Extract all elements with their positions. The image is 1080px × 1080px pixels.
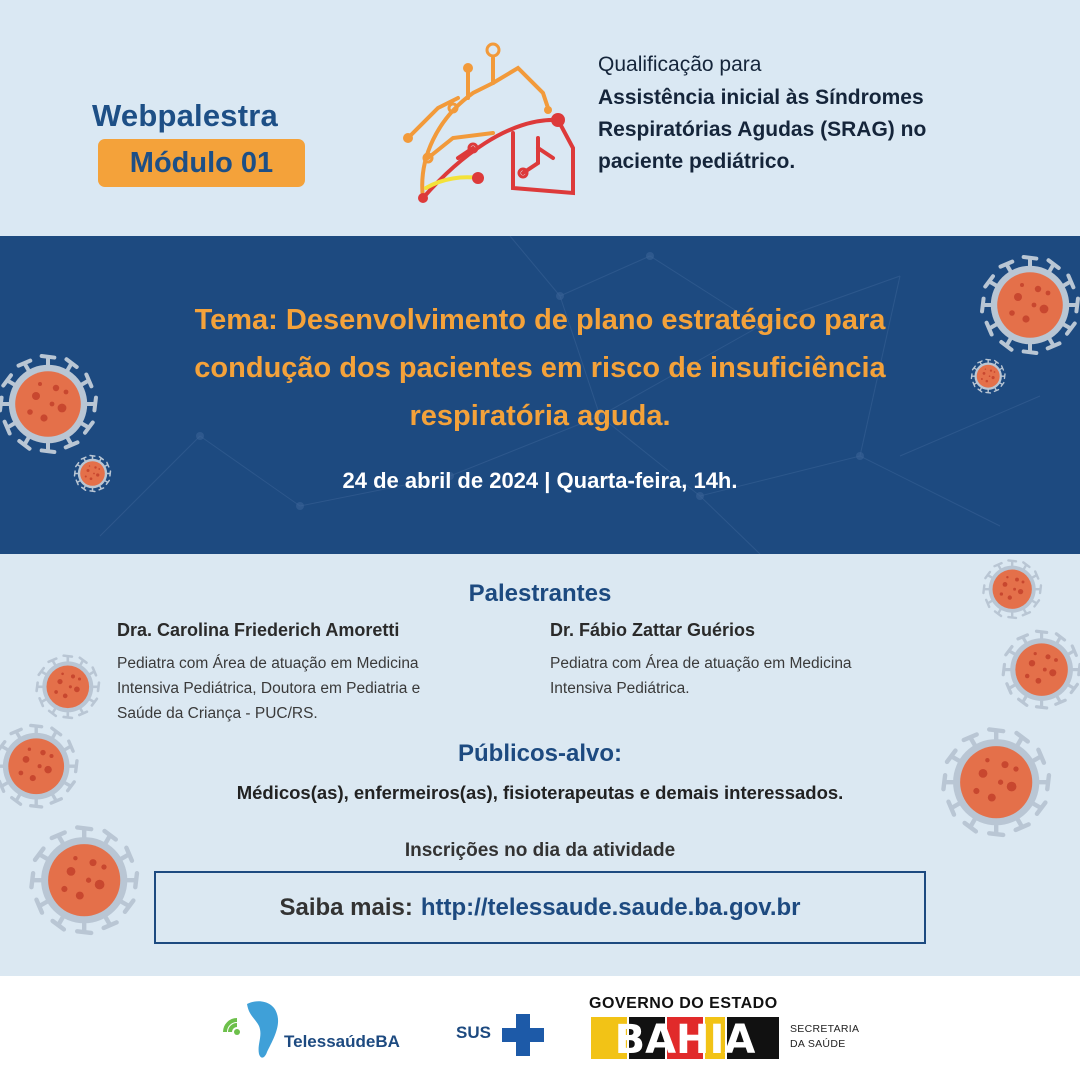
theme-line: condução dos pacientes em risco de insuficiência (194, 352, 886, 384)
speakers-title: Palestrantes (468, 580, 612, 607)
qualification-intro: Qualificação para (598, 53, 762, 76)
virus-icon (27, 823, 141, 937)
speaker-description (117, 651, 537, 726)
sus-label: SUS (456, 1023, 491, 1042)
qualification-line: Assistência inicial às Síndromes (598, 86, 924, 109)
speaker-description-line: Intensiva Pediátrica, Doutora em Pediatria e (117, 680, 421, 697)
audience-text: Médicos(as), enfermeiros(as), fisioterapeutas e demais interessados. (236, 782, 844, 803)
theme-line: Tema: Desenvolvimento de plano estratégico para (194, 304, 886, 336)
secretaria-line: SECRETARIA (790, 1023, 860, 1035)
telessaude-logo-icon (219, 996, 419, 1062)
speaker-description-line: Saúde da Criança - PUC/RS. (117, 705, 318, 722)
qualification-block (598, 52, 1018, 178)
speaker-name: Dra. Carolina Friederich Amoretti (117, 620, 400, 640)
more-info-link[interactable]: http://telessaude.saude.ba.gov.br (420, 893, 801, 921)
secretaria-label (790, 1022, 859, 1052)
speaker-card (550, 620, 970, 701)
speaker-description-line: Intensiva Pediátrica. (550, 680, 690, 697)
telessaude-name: TelessaúdeBA (284, 1032, 400, 1051)
theme-title (90, 296, 990, 440)
theme-line: respiratória aguda. (409, 400, 671, 432)
bahia-wordmark: BAHIA (614, 1017, 756, 1061)
virus-icon (978, 253, 1080, 357)
more-info-label: Saiba mais: (279, 893, 413, 921)
webpalestra-title: Webpalestra (92, 98, 278, 133)
bahia-logo (589, 1015, 781, 1061)
more-info-box (154, 871, 926, 944)
speaker-description-line: Pediatra com Área de atuação em Medicina (550, 655, 852, 672)
event-date: 24 de abril de 2024 | Quarta-feira, 14h. (342, 468, 738, 493)
virus-icon (939, 725, 1053, 839)
virus-icon (0, 722, 80, 810)
government-title: GOVERNO DO ESTADO (589, 995, 778, 1012)
virus-icon (981, 558, 1043, 620)
brain-circuit-logo (398, 38, 580, 206)
qualification-line: Respiratórias Agudas (SRAG) no (598, 118, 927, 141)
module-label: Módulo 01 (129, 146, 274, 179)
speaker-description-line: Pediatra com Área de atuação em Medicina (117, 655, 419, 672)
virus-icon (0, 352, 100, 456)
speaker-description (550, 651, 970, 701)
virus-icon (970, 358, 1006, 394)
audience-title: Públicos-alvo: (457, 740, 623, 767)
qualification-line: paciente pediátrico. (598, 150, 796, 173)
virus-icon (1000, 628, 1080, 711)
speaker-name: Dr. Fábio Zattar Guérios (550, 620, 756, 640)
registration-text: Inscrições no dia da atividade (404, 840, 676, 861)
speaker-card (117, 620, 537, 726)
qualification-title (598, 82, 1018, 178)
secretaria-line: DA SAÚDE (790, 1038, 846, 1050)
virus-icon (34, 653, 102, 721)
virus-icon (73, 454, 112, 493)
module-badge (98, 139, 305, 187)
